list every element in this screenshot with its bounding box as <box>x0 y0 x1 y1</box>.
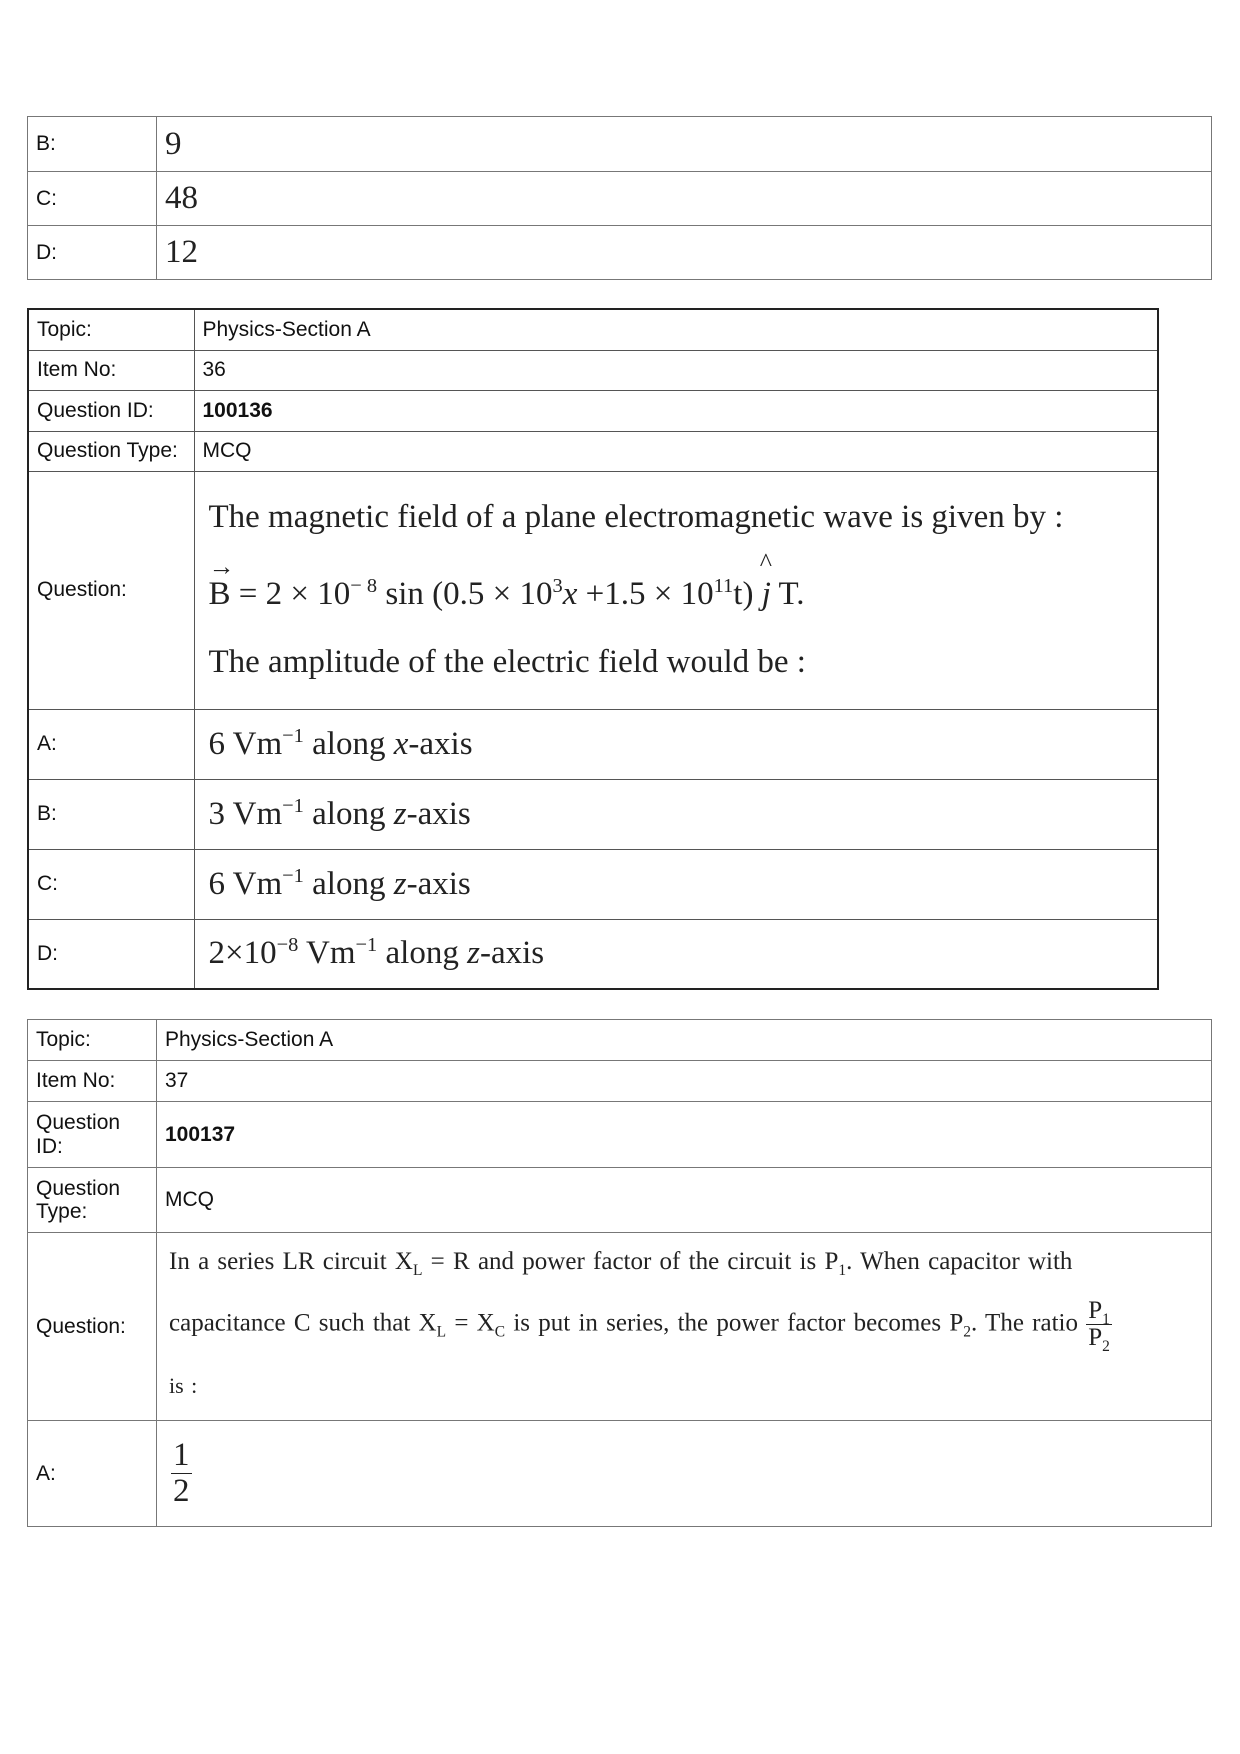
option-label: A: <box>28 709 194 779</box>
question-id-value: 100137 <box>157 1102 1212 1168</box>
hat-symbol: ^ <box>759 548 772 578</box>
option-a-value <box>194 709 1158 779</box>
ratio-fraction <box>1086 1296 1112 1355</box>
option-label: A: <box>28 1421 157 1527</box>
question-row <box>28 471 1158 709</box>
option-value: 12 <box>157 226 1212 280</box>
q-text: = R and power factor of the circuit is P <box>422 1247 839 1275</box>
opt-text: along <box>377 935 468 972</box>
option-row-a <box>28 709 1158 779</box>
question-text <box>157 1233 1212 1421</box>
eq-part: +1.5 × 10 <box>577 576 714 613</box>
ratio-denominator <box>1086 1324 1112 1355</box>
item-value: 36 <box>194 350 1158 390</box>
opt-exponent: −1 <box>355 934 378 957</box>
opt-axis: x <box>393 725 409 762</box>
topic-value: Physics-Section A <box>194 309 1158 350</box>
question-line-1 <box>169 1247 1203 1279</box>
opt-text: along <box>303 865 394 902</box>
q-subscript: 1 <box>1102 1310 1110 1328</box>
option-row-a <box>28 1421 1212 1527</box>
opt-axis: z <box>393 865 407 902</box>
q-subscript: L <box>436 1323 447 1341</box>
opt-text: -axis <box>406 865 471 902</box>
eq-exponent: − 8 <box>350 575 378 598</box>
option-label: D: <box>28 226 157 280</box>
question-id-row <box>28 1102 1212 1168</box>
option-label: C: <box>28 172 157 226</box>
eq-part: t) <box>733 576 762 613</box>
q-subscript: L <box>412 1261 423 1279</box>
question-line-3: The amplitude of the electric field would be : <box>208 643 806 680</box>
hat-variable: j <box>761 576 771 613</box>
question-type-value: MCQ <box>194 431 1158 471</box>
question-line-2 <box>169 1296 1203 1355</box>
eq-exponent: 11 <box>713 575 734 598</box>
option-value: 9 <box>157 117 1212 172</box>
fraction-numerator: 1 <box>173 1437 190 1474</box>
opt-text: 6 Vm <box>208 865 283 902</box>
opt-text: -axis <box>406 795 471 832</box>
opt-axis: z <box>467 935 480 972</box>
option-row-c <box>28 849 1158 919</box>
option-value: 48 <box>157 172 1212 226</box>
question-type-row <box>28 1168 1212 1233</box>
opt-text: along <box>303 795 394 832</box>
opt-text: 2×10 <box>208 935 277 972</box>
topic-value: Physics-Section A <box>157 1020 1212 1061</box>
item-row <box>28 1061 1212 1102</box>
previous-question-options <box>27 116 1212 280</box>
question-type-label: Question Type: <box>28 1168 157 1233</box>
question-label: Question: <box>28 1233 157 1421</box>
opt-exponent: −1 <box>282 794 304 817</box>
ratio-p: P <box>1088 1324 1103 1351</box>
option-row <box>28 117 1212 172</box>
question-type-value: MCQ <box>157 1168 1212 1233</box>
question-label: Question: <box>28 471 194 709</box>
ratio-p: P <box>1088 1296 1103 1324</box>
option-d-value <box>194 919 1158 989</box>
opt-text: 3 Vm <box>208 795 283 832</box>
item-row <box>28 350 1158 390</box>
q-text: . When capacitor with <box>846 1247 1073 1275</box>
eq-variable: x <box>562 576 578 613</box>
q-subscript: 2 <box>963 1323 971 1341</box>
option-a-value <box>157 1421 1212 1527</box>
question-line-3: is : <box>169 1373 198 1399</box>
topic-label: Topic: <box>28 1020 157 1061</box>
option-b-value <box>194 779 1158 849</box>
question-text <box>194 471 1158 709</box>
q-text: . The ratio <box>971 1309 1087 1337</box>
eq-part: sin (0.5 × 10 <box>377 576 553 613</box>
opt-axis: z <box>393 795 407 832</box>
question-id-label: Question ID: <box>28 1102 157 1168</box>
question-row <box>28 1233 1212 1421</box>
arrow-symbol: → <box>208 552 235 582</box>
question-36-table <box>27 308 1159 990</box>
q-text: In a series LR circuit X <box>169 1247 413 1275</box>
q-text: = X <box>446 1309 495 1337</box>
opt-exponent: −1 <box>282 864 304 887</box>
equation <box>208 548 1150 615</box>
question-id-row <box>28 390 1158 431</box>
question-type-row <box>28 431 1158 471</box>
q-text: capacitance C such that X <box>169 1309 437 1337</box>
opt-text: -axis <box>479 935 545 972</box>
opt-text: along <box>303 725 394 762</box>
vector-symbol: B <box>208 576 231 613</box>
item-value: 37 <box>157 1061 1212 1102</box>
topic-row <box>28 1020 1212 1061</box>
q-subscript: 2 <box>1102 1338 1110 1355</box>
ratio-numerator <box>1086 1296 1112 1328</box>
option-fraction <box>171 1438 192 1508</box>
option-row <box>28 226 1212 280</box>
unit-vector-j <box>759 548 772 615</box>
q-subscript: C <box>494 1323 506 1341</box>
vector-b <box>208 552 235 615</box>
opt-text: Vm <box>298 935 356 972</box>
question-id-label: Question ID: <box>28 390 194 431</box>
topic-row <box>28 309 1158 350</box>
question-37-table <box>27 1019 1212 1527</box>
opt-exponent: −8 <box>276 934 299 957</box>
option-c-value <box>194 849 1158 919</box>
option-row-d <box>28 919 1158 989</box>
fraction-denominator: 2 <box>173 1473 190 1509</box>
question-type-label: Question Type: <box>28 431 194 471</box>
option-label: B: <box>28 779 194 849</box>
option-row-b <box>28 779 1158 849</box>
item-label: Item No: <box>28 1061 157 1102</box>
q-subscript: 1 <box>838 1261 847 1279</box>
q-text: is put in series, the power factor becomes P <box>505 1309 964 1337</box>
option-label: C: <box>28 849 194 919</box>
question-id-value: 100136 <box>194 390 1158 431</box>
option-label: B: <box>28 117 157 172</box>
eq-part: T. <box>770 576 805 613</box>
opt-text: 6 Vm <box>208 725 283 762</box>
topic-label: Topic: <box>28 309 194 350</box>
opt-text: -axis <box>408 725 473 762</box>
option-row <box>28 172 1212 226</box>
option-label: D: <box>28 919 194 989</box>
opt-exponent: −1 <box>282 724 304 747</box>
item-label: Item No: <box>28 350 194 390</box>
eq-part: = 2 × 10 <box>230 576 351 613</box>
question-line-1: The magnetic field of a plane electromagnetic wave is given by : <box>208 498 1064 535</box>
eq-exponent: 3 <box>552 575 563 598</box>
